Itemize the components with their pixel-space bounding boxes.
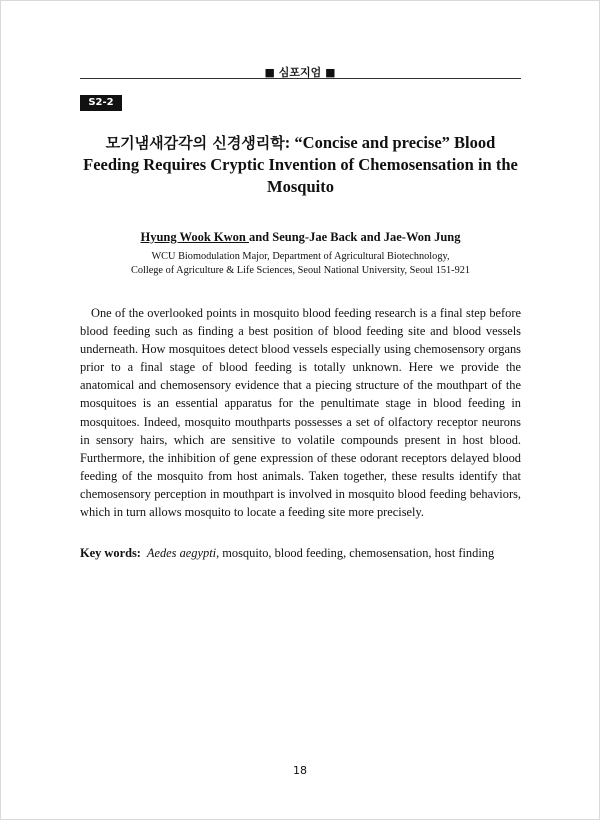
keyword-species: Aedes aegypti <box>146 546 217 560</box>
affiliation <box>80 250 521 278</box>
session-badge: S2-2 <box>80 95 122 111</box>
paper-title <box>80 132 521 198</box>
presenting-author: Hyung Wook Kwon <box>140 230 249 244</box>
abstract-text: One of the overlooked points in mosquito blood feeding research is a final step before blood feeding such as finding a best position of blood feeding site and blood vessels underneath. How mosquitoes detect blood vessels especially using chemosensory organs prior to a final stage of blood feeding is totally unknown. Here we provide the anatomical and chemosensory evidence that a piecing structure of the mouthpart of the mosquitoes is an essential apparatus for the penultimate stage in blood feeding in mosquitoes. Indeed, mosquito mouthparts possesses a set of olfactory receptor neurons in sensory hairs, which are sensitive to volatile compounds present in host blood. Furthermore, the inhibition of gene expression of these odorant receptors delayed blood feeding of the mosquito from host animals. Taken together, these results identify that chemosensory perception in mouthpart is involved in mosquito blood feeding behaviors, which in turn allows mosquito to locate a feeding site more precisely. <box>80 306 521 520</box>
affiliation-line-2: College of Agriculture & Life Sciences, Seoul National University, Seoul 151-921 <box>130 265 471 276</box>
running-header: ■ 심포지엄 ■ <box>264 66 336 79</box>
coauthors: and Seung-Jae Back and Jae-Won Jung <box>248 230 461 244</box>
keyword-rest: , mosquito, blood feeding, chemosensation, host finding <box>216 546 495 560</box>
page-number: 18 <box>293 764 307 777</box>
keywords-list <box>147 544 521 562</box>
affiliation-line-1: WCU Biomodulation Major, Department of Agricultural Biotechnology, <box>151 251 450 262</box>
keywords-label: Key words: <box>80 546 141 560</box>
keywords <box>80 544 521 562</box>
header-rule <box>80 78 521 79</box>
title-english: : “Concise and precise” Blood Feeding Requires Cryptic Invention of Chemosensation in the Mosquito <box>83 133 518 196</box>
author-line <box>80 230 521 245</box>
title-korean: 모기냄새감각의 신경생리학 <box>105 134 285 152</box>
